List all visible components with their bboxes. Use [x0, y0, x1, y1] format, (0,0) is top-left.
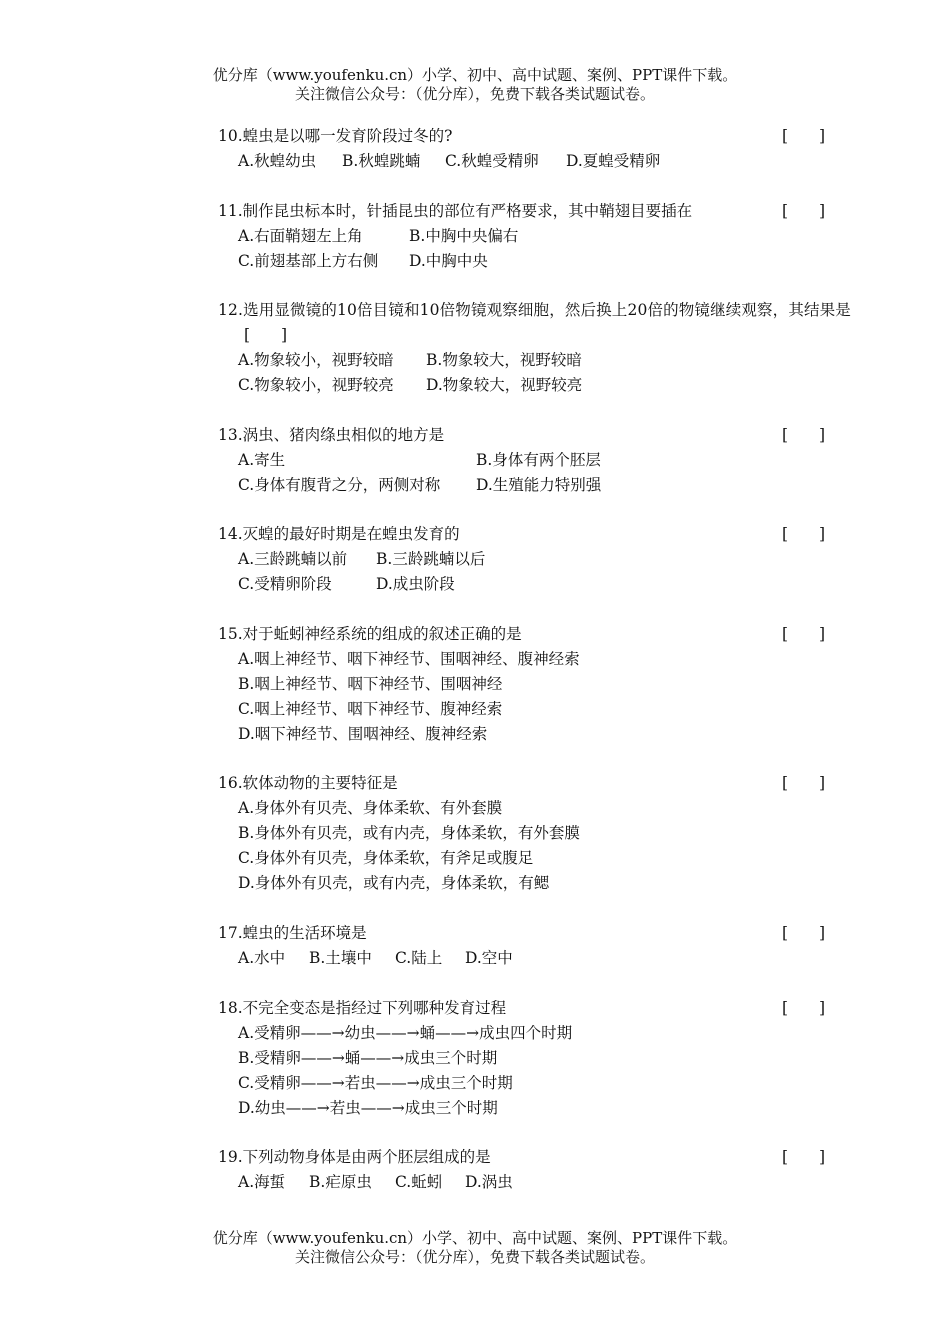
question-16-stem: 16.软体动物的主要特征是: [218, 774, 398, 792]
page-header: [0, 66, 950, 104]
question-13-answer-bracket: [ ]: [782, 426, 826, 444]
question-12-answer-bracket: [ ]: [244, 326, 288, 344]
question-19-option-d: D.涡虫: [465, 1173, 513, 1191]
question-17-option-c: C.陆上: [395, 949, 443, 967]
question-15-option-a: A.咽上神经节、咽下神经节、围咽神经、腹神经索: [238, 650, 580, 668]
question-14-option-d: D.成虫阶段: [376, 575, 455, 593]
question-11-option-b: B.中胸中央偏右: [409, 227, 519, 245]
question-10-option-a: A.秋蝗幼虫: [238, 152, 317, 170]
page-footer: [0, 1229, 950, 1267]
question-19-option-c: C.蚯蚓: [395, 1173, 443, 1191]
question-13-option-b: B.身体有两个胚层: [476, 451, 601, 469]
question-18-stem: 18.不完全变态是指经过下列哪种发育过程: [218, 999, 507, 1017]
question-11-option-d: D.中胸中央: [409, 252, 488, 270]
question-12-option-a: A.物象较小，视野较暗: [238, 351, 394, 369]
question-14-option-c: C.受精卵阶段: [238, 575, 332, 593]
question-17-option-a: A.水中: [238, 949, 286, 967]
question-10-stem: 10.蝗虫是以哪一发育阶段过冬的?: [218, 127, 453, 145]
question-18-option-a: A.受精卵——→幼虫——→蛹——→成虫四个时期: [238, 1024, 573, 1042]
question-14-answer-bracket: [ ]: [782, 525, 826, 543]
question-11-option-c: C.前翅基部上方右侧: [238, 252, 379, 270]
question-19-option-b: B.疟原虫: [309, 1173, 372, 1191]
question-14-option-a: A.三龄跳蝻以前: [238, 550, 348, 568]
header-line-2: 关注微信公众号：（优分库），免费下载各类试题试卷。: [294, 85, 655, 103]
question-12-option-b: B.物象较大，视野较暗: [426, 351, 582, 369]
question-19-option-a: A.海蜇: [238, 1173, 286, 1191]
question-10-option-c: C.秋蝗受精卵: [445, 152, 539, 170]
question-16-option-c: C.身体外有贝壳，身体柔软，有斧足或腹足: [238, 849, 534, 867]
question-12-option-c: C.物象较小，视野较亮: [238, 376, 394, 394]
question-15-answer-bracket: [ ]: [782, 625, 826, 643]
question-14-stem: 14.灭蝗的最好时期是在蝗虫发育的: [218, 525, 460, 543]
question-15-option-c: C.咽上神经节、咽下神经节、腹神经索: [238, 700, 503, 718]
question-16-option-a: A.身体外有贝壳、身体柔软、有外套膜: [238, 799, 503, 817]
question-17-option-b: B.土壤中: [309, 949, 372, 967]
question-18-option-d: D.幼虫——→若虫——→成虫三个时期: [238, 1099, 498, 1117]
footer-line-1: 优分库（www.youfenku.cn）小学、初中、高中试题、案例、PPT课件下载。: [212, 1229, 738, 1247]
question-10-option-d: D.夏蝗受精卵: [566, 152, 661, 170]
question-12-option-d: D.物象较大，视野较亮: [426, 376, 583, 394]
question-12-stem: 12.选用显微镜的10倍目镜和10倍物镜观察细胞，然后换上20倍的物镜继续观察，其结果是: [218, 301, 851, 319]
question-18-option-c: C.受精卵——→若虫——→成虫三个时期: [238, 1074, 513, 1092]
question-13-option-c: C.身体有腹背之分，两侧对称: [238, 476, 441, 494]
header-line-1: 优分库（www.youfenku.cn）小学、初中、高中试题、案例、PPT课件下载。: [212, 66, 738, 84]
question-10-option-b: B.秋蝗跳蝻: [342, 152, 421, 170]
question-17-answer-bracket: [ ]: [782, 924, 826, 942]
question-13-option-a: A.寄生: [238, 451, 286, 469]
question-14-option-b: B.三龄跳蝻以后: [376, 550, 486, 568]
question-17-option-d: D.空中: [465, 949, 513, 967]
footer-line-2: 关注微信公众号：（优分库），免费下载各类试题试卷。: [294, 1248, 655, 1266]
question-11-stem: 11.制作昆虫标本时，针插昆虫的部位有严格要求，其中鞘翅目要插在: [218, 202, 693, 220]
question-11-answer-bracket: [ ]: [782, 202, 826, 220]
question-19-answer-bracket: [ ]: [782, 1148, 826, 1166]
question-19-stem: 19.下列动物身体是由两个胚层组成的是: [218, 1148, 491, 1166]
question-10-answer-bracket: [ ]: [782, 127, 826, 145]
question-18-answer-bracket: [ ]: [782, 999, 826, 1017]
question-15-stem: 15.对于蚯蚓神经系统的组成的叙述正确的是: [218, 625, 522, 643]
question-13-stem: 13.涡虫、猪肉绦虫相似的地方是: [218, 426, 445, 444]
question-18-option-b: B.受精卵——→蛹——→成虫三个时期: [238, 1049, 498, 1067]
question-16-answer-bracket: [ ]: [782, 774, 826, 792]
question-17-stem: 17.蝗虫的生活环境是: [218, 924, 367, 942]
question-16-option-b: B.身体外有贝壳，或有内壳，身体柔软，有外套膜: [238, 824, 580, 842]
question-16-option-d: D.身体外有贝壳，或有内壳，身体柔软，有鳃: [238, 874, 550, 892]
question-13-option-d: D.生殖能力特别强: [476, 476, 602, 494]
question-11-option-a: A.右面鞘翅左上角: [238, 227, 363, 245]
question-15-option-d: D.咽下神经节、围咽神经、腹神经索: [238, 725, 488, 743]
question-15-option-b: B.咽上神经节、咽下神经节、围咽神经: [238, 675, 503, 693]
